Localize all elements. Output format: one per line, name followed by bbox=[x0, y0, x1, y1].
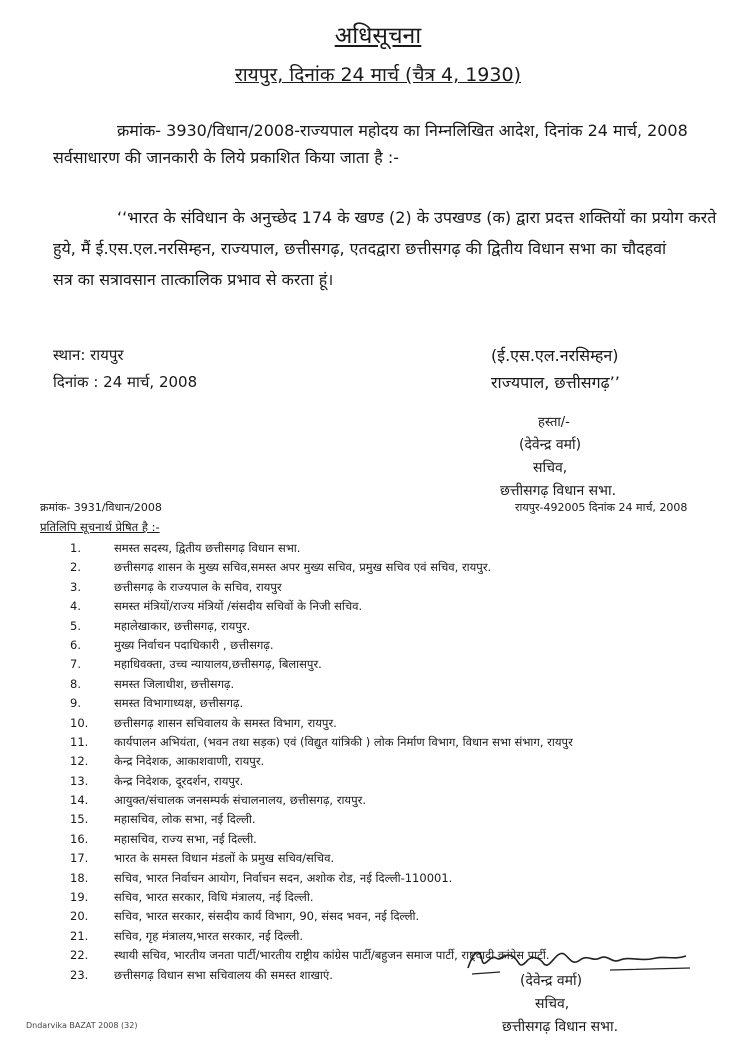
list-item-number: 9. bbox=[70, 696, 81, 711]
list-item-number: 20. bbox=[70, 909, 89, 924]
list-item bbox=[70, 772, 710, 791]
secretary-post: सचिव, bbox=[533, 460, 568, 476]
list-item-text: समस्त मंत्रियों/राज्य मंत्रियों /संसदीय सचिवों के निजी सचिव. bbox=[114, 599, 363, 614]
list-item bbox=[70, 655, 710, 674]
list-item-text: छत्तीसगढ़ शासन सचिवालय के समस्त विभाग, रायपुर. bbox=[114, 715, 337, 730]
list-item-number: 19. bbox=[70, 890, 89, 905]
list-item-text: सचिव, भारत सरकार, विधि मंत्रालय, नई दिल्ली. bbox=[114, 890, 314, 905]
list-item-text: सचिव, गृह मंत्रालय,भारत सरकार, नई दिल्ली. bbox=[114, 928, 303, 943]
list-item-text: केन्द्र निदेशक, आकाशवाणी, रायपुर. bbox=[114, 754, 265, 769]
list-item bbox=[70, 849, 710, 868]
list-item bbox=[70, 558, 710, 577]
list-item-text: महाधिवक्ता, उच्च न्यायालय,छत्तीसगढ़, बिलासपुर. bbox=[114, 657, 322, 672]
list-item-text: सचिव, भारत सरकार, संसदीय कार्य विभाग, 90, संसद भवन, नई दिल्ली. bbox=[114, 909, 420, 924]
list-item-text: केन्द्र निदेशक, दूरदर्शन, रायपुर. bbox=[114, 773, 244, 788]
list-item-number: 6. bbox=[70, 637, 81, 652]
list-item-text: समस्त जिलाधीश, छत्तीसगढ़. bbox=[114, 676, 235, 691]
list-item bbox=[70, 694, 710, 713]
copy-order-number: क्रमांक- 3931/विधान/2008 bbox=[40, 501, 162, 514]
list-item-number: 1. bbox=[70, 541, 81, 555]
list-item bbox=[70, 617, 710, 636]
list-item-text: समस्त सदस्य, द्वितीय छत्तीसगढ़ विधान सभा. bbox=[114, 541, 301, 555]
footer-print-line: Dndarvika BAZAT 2008 (32) bbox=[26, 1021, 138, 1030]
list-item-number: 12. bbox=[70, 754, 89, 769]
secretary2-name: (देवेन्द्र वर्मा) bbox=[520, 973, 583, 989]
list-item bbox=[70, 714, 710, 733]
list-item-text: समस्त विभागाध्यक्ष, छत्तीसगढ़. bbox=[114, 696, 244, 711]
list-item-text: सचिव, भारत निर्वाचन आयोग, निर्वाचन सदन, अशोक रोड, नई दिल्ली-110001. bbox=[114, 870, 453, 885]
list-item-number: 22. bbox=[70, 948, 89, 963]
list-item-number: 14. bbox=[70, 793, 89, 808]
governor-name: (ई.एस.एल.नरसिम्हन) bbox=[491, 346, 619, 365]
list-item bbox=[70, 830, 710, 849]
list-item bbox=[70, 597, 710, 616]
list-item-text: आयुक्त/संचालक जनसम्पर्क संचालनालय, छत्तीसगढ़, रायपुर. bbox=[114, 793, 366, 808]
quote-line-1: ‘‘भारत के संविधान के अनुच्छेद 174 के खण्ड (2) के उपखण्ड (क) द्वारा प्रदत्त शक्तियों का प्रयोग करते bbox=[117, 208, 717, 227]
list-item-number: 4. bbox=[70, 599, 81, 614]
list-item bbox=[70, 791, 710, 810]
secretary-office: छत्तीसगढ़ विधान सभा. bbox=[500, 483, 617, 499]
list-item bbox=[70, 810, 710, 829]
date-label: दिनांक : 24 मार्च, 2008 bbox=[53, 373, 198, 391]
list-item-number: 18. bbox=[70, 870, 89, 885]
list-item-number: 7. bbox=[70, 657, 81, 672]
list-item-text: महासचिव, राज्य सभा, नई दिल्ली. bbox=[114, 831, 257, 846]
list-item-number: 23. bbox=[70, 967, 89, 982]
copy-order-place-date: रायपुर-492005 दिनांक 24 मार्च, 2008 bbox=[515, 501, 688, 514]
list-item-text: कार्यपालन अभियंता, (भवन तथा सड़क) एवं (विद्युत यांत्रिकी ) लोक निर्माण विभाग, विधान सभा संभाग, रायपुर bbox=[114, 734, 573, 749]
list-item bbox=[70, 752, 710, 771]
list-item-number: 11. bbox=[70, 734, 89, 749]
list-item-number: 17. bbox=[70, 851, 89, 866]
list-item-text: छत्तीसगढ़ विधान सभा सचिवालय की समस्त शाखाएं. bbox=[114, 967, 333, 982]
list-item-number: 3. bbox=[70, 579, 81, 594]
list-item-text: महासचिव, लोक सभा, नई दिल्ली. bbox=[114, 812, 256, 827]
list-item bbox=[70, 888, 710, 907]
secretary-name: (देवेन्द्र वर्मा) bbox=[519, 437, 582, 453]
list-item bbox=[70, 869, 710, 888]
list-item-text: छत्तीसगढ़ के राज्यपाल के सचिव, रायपुर bbox=[114, 579, 282, 594]
list-item-number: 8. bbox=[70, 676, 81, 691]
signed-marker: हस्ता/- bbox=[538, 415, 570, 430]
list-item-text: भारत के समस्त विधान मंडलों के प्रमुख सचिव/सचिव. bbox=[114, 851, 335, 866]
secretary2-office: छत्तीसगढ़ विधान सभा. bbox=[502, 1019, 619, 1035]
page-title: अधिसूचना bbox=[334, 23, 422, 49]
list-item-number: 5. bbox=[70, 618, 81, 633]
place-label: स्थान: रायपुर bbox=[53, 346, 124, 364]
quote-line-2: हुये, मैं ई.एस.एल.नरसिम्हन, राज्यपाल, छत्तीसगढ़, एतदद्वारा छत्तीसगढ़ की द्वितीय विधान सभा का चौदहवां bbox=[53, 239, 667, 258]
list-item bbox=[70, 539, 710, 558]
list-item bbox=[70, 578, 710, 597]
list-item bbox=[70, 636, 710, 655]
secretary2-post: सचिव, bbox=[535, 996, 570, 1012]
list-item-text: महालेखाकार, छत्तीसगढ़, रायपुर. bbox=[114, 618, 251, 633]
governor-title: राज्यपाल, छत्तीसगढ़’’ bbox=[491, 373, 620, 392]
list-item-text: स्थायी सचिव, भारतीय जनता पार्टी/भारतीय राष्ट्रीय कांग्रेस पार्टी/बहुजन समाज पार्टी, राष्ट्रवादी कांग्रेस पार्टी. bbox=[114, 948, 550, 963]
list-item-number: 13. bbox=[70, 773, 89, 788]
order-line-1: क्रमांक- 3930/विधान/2008-राज्यपाल महोदय का निम्नलिखित आदेश, दिनांक 24 मार्च, 2008 bbox=[117, 121, 688, 140]
page-subtitle-date: रायपुर, दिनांक 24 मार्च (चैत्र 4, 1930) bbox=[234, 64, 521, 86]
list-item-number: 10. bbox=[70, 715, 89, 730]
list-item-number: 15. bbox=[70, 812, 89, 827]
list-item-number: 21. bbox=[70, 928, 89, 943]
list-item bbox=[70, 675, 710, 694]
copy-heading: प्रतिलिपि सूचनार्थ प्रेषित है :- bbox=[40, 520, 160, 534]
recipient-list bbox=[70, 539, 710, 985]
list-item-text: छत्तीसगढ़ शासन के मुख्य सचिव,समस्त अपर मुख्य सचिव, प्रमुख सचिव एवं सचिव, रायपुर. bbox=[114, 560, 492, 575]
list-item-number: 16. bbox=[70, 831, 89, 846]
list-item-number: 2. bbox=[70, 560, 81, 575]
list-item bbox=[70, 733, 710, 752]
list-item-text: मुख्य निर्वाचन पदाधिकारी , छत्तीसगढ़. bbox=[114, 637, 274, 652]
list-item bbox=[70, 907, 710, 926]
quote-line-3: सत्र का सत्रावसान तात्कालिक प्रभाव से करता हूं। bbox=[53, 270, 334, 289]
order-line-2: सर्वसाधारण की जानकारी के लिये प्रकाशित किया जाता है :- bbox=[53, 148, 400, 167]
